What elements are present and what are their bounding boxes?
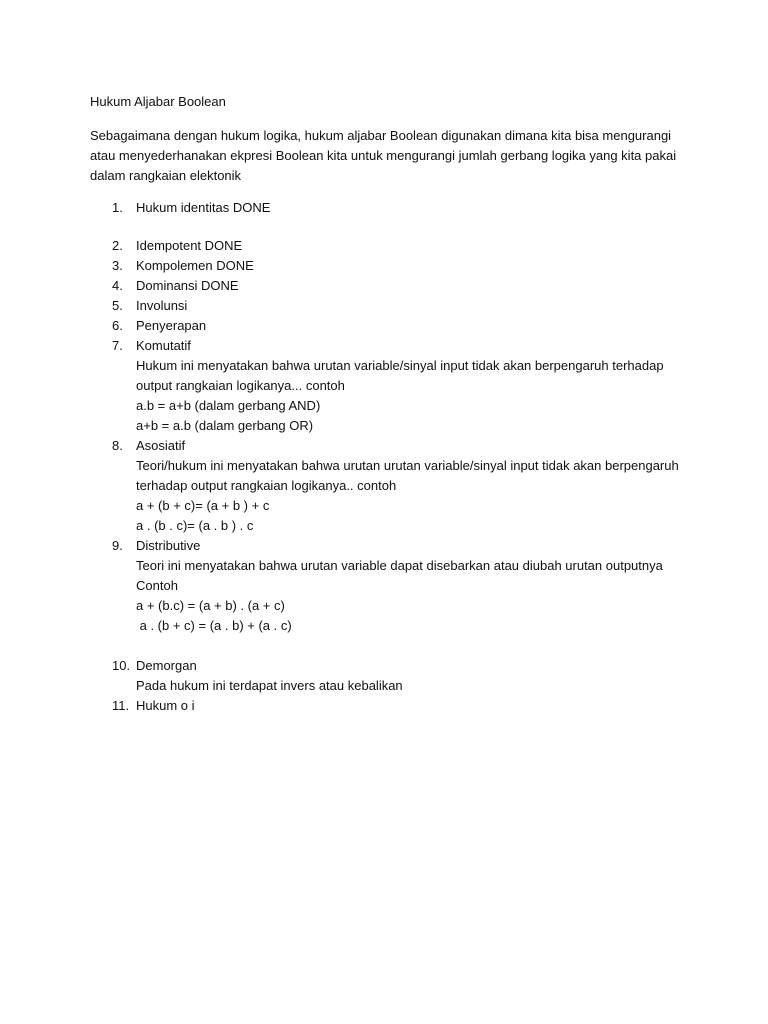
list-text: Involunsi [136, 298, 188, 313]
list-text: Hukum o i [136, 698, 195, 713]
list-text: Hukum ini menyatakan bahwa urutan variable/sinyal input tidak akan berpengaruh terhadap [136, 358, 664, 373]
list-number: 4. [112, 278, 123, 293]
list-text: Contoh [136, 578, 178, 593]
list-heading: Komutatif [136, 338, 191, 353]
list-heading: Distributive [136, 538, 201, 553]
list-number: 1. [112, 200, 123, 215]
intro-line: Sebagaimana dengan hukum logika, hukum aljabar Boolean digunakan dimana kita bisa mengurangi [90, 128, 672, 143]
list-item-3 [90, 256, 690, 276]
list-text: Pada hukum ini terdapat invers atau kebalikan [136, 678, 403, 693]
list-formula: a + (b.c) = (a + b) . (a + c) [136, 598, 285, 613]
list-text: Penyerapan [136, 318, 207, 333]
intro-paragraph [90, 126, 690, 186]
list-text: Dominansi DONE [136, 278, 239, 293]
list-item-7 [90, 336, 690, 436]
list-item-2 [90, 236, 690, 256]
list-formula: a + (b + c)= (a + b ) + c [136, 498, 270, 513]
list-text: Teori ini menyatakan bahwa urutan variable dapat disebarkan atau diubah urutan outputnya [136, 558, 663, 573]
list-text: output rangkaian logikanya... contoh [136, 378, 345, 393]
list-number: 6. [112, 318, 123, 333]
list-number: 2. [112, 238, 123, 253]
list-item-5 [90, 296, 690, 316]
list-item-11 [90, 696, 690, 716]
document-title: Hukum Aljabar Boolean [90, 94, 226, 109]
list-number: 11. [112, 698, 130, 713]
document-page [90, 92, 690, 716]
intro-line: atau menyederhanakan ekpresi Boolean kita untuk mengurangi jumlah gerbang logika yang kita pakai [90, 148, 677, 163]
list-text: terhadap output rangkaian logikanya.. contoh [136, 478, 397, 493]
list-text: Hukum identitas DONE [136, 200, 271, 215]
list-text: Idempotent DONE [136, 238, 243, 253]
list-formula: a . (b + c) = (a . b) + (a . c) [136, 618, 292, 633]
list-item-8 [90, 436, 690, 536]
list-item-6 [90, 316, 690, 336]
list-number: 8. [112, 438, 123, 453]
list-item-1 [90, 198, 690, 218]
list-number: 3. [112, 258, 123, 273]
list-number: 10. [112, 658, 131, 673]
list-formula: a.b = a+b (dalam gerbang AND) [136, 398, 321, 413]
list-item-4 [90, 276, 690, 296]
list-number: 5. [112, 298, 123, 313]
list-number: 9. [112, 538, 123, 553]
intro-line: dalam rangkaian elektonik [90, 168, 242, 183]
list-number: 7. [112, 338, 123, 353]
list-text: Teori/hukum ini menyatakan bahwa urutan urutan variable/sinyal input tidak akan berpengaruh [136, 458, 679, 473]
list-heading: Demorgan [136, 658, 197, 673]
list-heading: Asosiatif [136, 438, 186, 453]
list-formula: a+b = a.b (dalam gerbang OR) [136, 418, 314, 433]
law-list [90, 198, 690, 716]
list-item-9 [90, 536, 690, 636]
list-item-10 [90, 656, 690, 696]
list-formula: a . (b . c)= (a . b ) . c [136, 518, 254, 533]
list-text: Kompolemen DONE [136, 258, 254, 273]
